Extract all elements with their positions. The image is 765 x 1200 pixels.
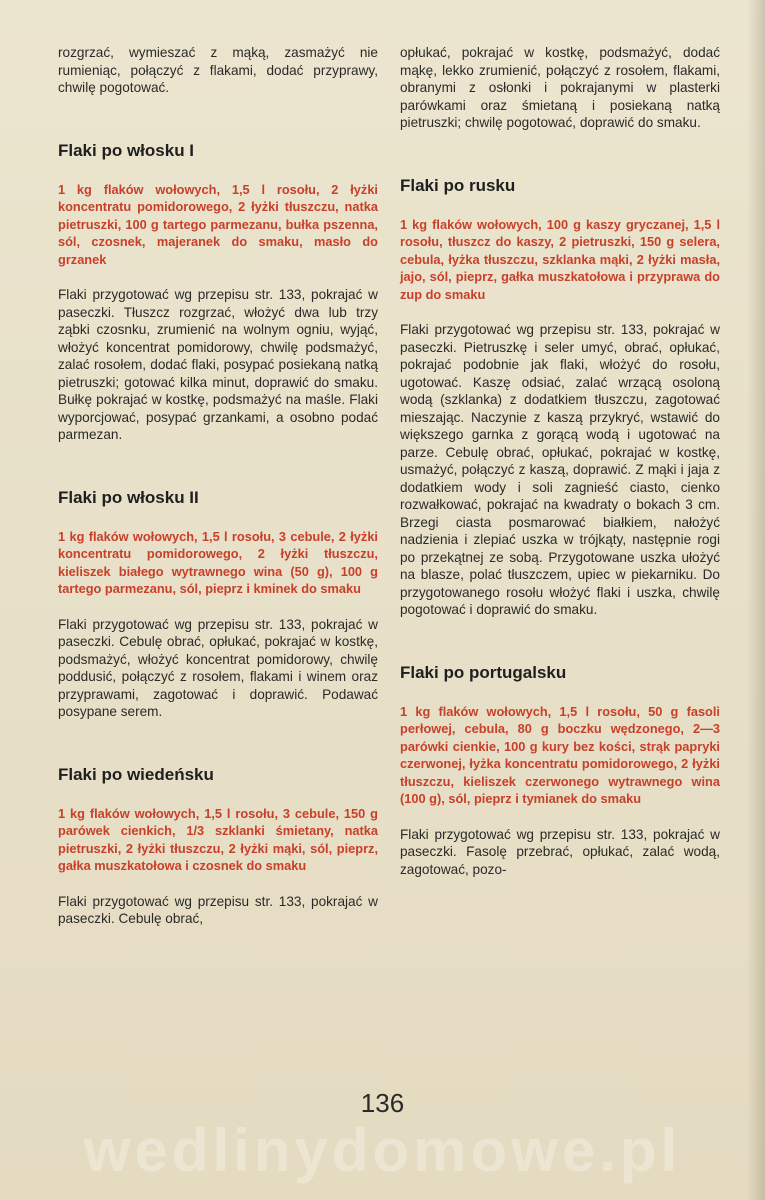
ingredients-flaki-po-wiedensku: 1 kg flaków wołowych, 1,5 l rosołu, 3 cebule, 150 g parówek cienkich, 1/3 szklanki śmietany, natka pietruszki, 2 łyżki tłuszczu, 2 łyżki mąki, sól, pieprz, gałka muszkatołowa i czosnek do smaku [58,805,378,873]
left-intro-text: rozgrzać, wymieszać z mąką, zasmażyć nie rumieniąc, połączyć z flakami, dodać przyprawy, chwilę pogotować. [58,45,378,95]
recipe-title-flaki-po-wiedensku: Flaki po wiedeńsku [58,764,214,784]
ingredients-flaki-po-rusku: 1 kg flaków wołowych, 100 g kaszy gryczanej, 1,5 l rosołu, tłuszcz do kaszy, 2 pietruszki, 150 g selera, cebula, łyżka tłuszczu, szklanka mąki, 2 łyżki masła, jajo, sól, pieprz, gałka muszkatołowa i przyprawa do zup do smaku [400,216,720,302]
instructions-flaki-po-wiedensku: Flaki przygotować wg przepisu str. 133, pokrajać w paseczki. Cebulę obrać, [58,893,378,926]
recipe-title-flaki-po-wlosku-2: Flaki po włosku II [58,487,199,507]
ingredients-flaki-po-wlosku-2: 1 kg flaków wołowych, 1,5 l rosołu, 3 cebule, 2 łyżki koncentratu pomidorowego, 2 łyżki tłuszczu, kieliszek białego wytrawnego wina (50 g), 100 g tartego parmezanu, sól, pieprz i kminek do smaku [58,528,378,596]
ingredients-flaki-po-wlosku-1: 1 kg flaków wołowych, 1,5 l rosołu, 2 łyżki koncentratu pomidorowego, 2 łyżki tłuszczu, natka pietruszki, 100 g tartego parmezanu, bułka pszenna, sól, czosnek, majeranek do smaku, masło do grzanek [58,181,378,267]
right-intro-text: opłukać, pokrajać w kostkę, podsmażyć, dodać mąkę, lekko zrumienić, połączyć z rosołem, flakami, obranymi z osłonki i pokrajanymi w plasterki parówkami oraz śmietaną i posiekaną natką pietruszki; chwilę pogotować, doprawić do smaku. [400,45,720,130]
page-number: 136 [360,1088,405,1118]
page-edge-shadow [747,0,765,1200]
instructions-flaki-po-rusku: Flaki przygotować wg przepisu str. 133, pokrajać w paseczki. Pietruszkę i seler umyć, obrać, opłukać, pokrajać podobnie jak flaki, włożyć do rosołu, ugotować. Kaszę odsiać, zalać wrzącą osoloną wodą (szklanka) z dodatkiem tłuszczu, zagotować mieszając. Naczynie z kaszą przykryć, wstawić do większego garnka z gorącą wodą i ugotować na parze. Cebulę obrać, opłukać, pokrajać w kostkę, usmażyć, połączyć z kaszą, doprawić. Z mąki i jaja z dodatkiem wody i soli zagnieść ciasto, cienko rozwałkować, pokrajać na kwadraty o bokach 3 cm. Brzegi ciasta posmarować białkiem, nałożyć nadzienia i zlepiać uszka w trójkąty, następnie rogi po przekątnej ze sobą. Przygotowane uszka ułożyć na blasze, polać tłuszczem, upiec w piekarniku. Do przygotowanego rosołu włożyć flaki i uszka, chwilę pogotować i doprawić do smaku. [400,322,720,617]
instructions-flaki-po-wlosku-2: Flaki przygotować wg przepisu str. 133, pokrajać w paseczki. Cebulę obrać, opłukać, pokrajać w kostkę, podsmażyć, włożyć koncentrat pomidorowy, chwilę poddusić, połączyć z rosołem, flakami i winem oraz przyprawami, zagotować i doprawić. Podawać posypane serem. [58,616,378,719]
instructions-flaki-po-wlosku-1: Flaki przygotować wg przepisu str. 133, pokrajać w paseczki. Tłuszcz rozgrzać, włożyć dwa lub trzy ząbki czosnku, zrumienić na wolnym ogniu, wyjąć, włożyć koncentrat pomidorowy, chwilę podsmażyć, zalać rosołem, dodać flaki, posypać posiekaną natką pietruszki; gotować kilka minut, doprawić do smaku. Bułkę pokrajać w kostkę, podsmażyć na maśle. Flaki wyporcjować, posypać grzankami, a osobno podać parmezan. [58,287,378,442]
watermark-text: wedlinydomowe.pl [83,1117,682,1184]
ingredients-flaki-po-portugalsku: 1 kg flaków wołowych, 1,5 l rosołu, 50 g fasoli perłowej, cebula, 80 g boczku wędzonego, 2—3 parówki cienkie, 100 g kury bez kości, strąk papryki czerwonej, łyżka koncentratu pomidorowego, 2 łyżki tłuszczu, kieliszek czerwonego wytrawnego wina (100 g), sól, pieprz i tymianek do smaku [400,703,720,806]
recipe-title-flaki-po-rusku: Flaki po rusku [400,175,516,195]
recipe-title-flaki-po-wlosku-1: Flaki po włosku I [58,140,195,160]
right-column [400,44,720,878]
recipe-title-flaki-po-portugalsku: Flaki po portugalsku [400,662,567,682]
left-column [58,44,378,928]
instructions-flaki-po-portugalsku: Flaki przygotować wg przepisu str. 133, pokrajać w paseczki. Fasolę przebrać, opłukać, zalać wodą, zagotować, pozo- [400,826,720,877]
